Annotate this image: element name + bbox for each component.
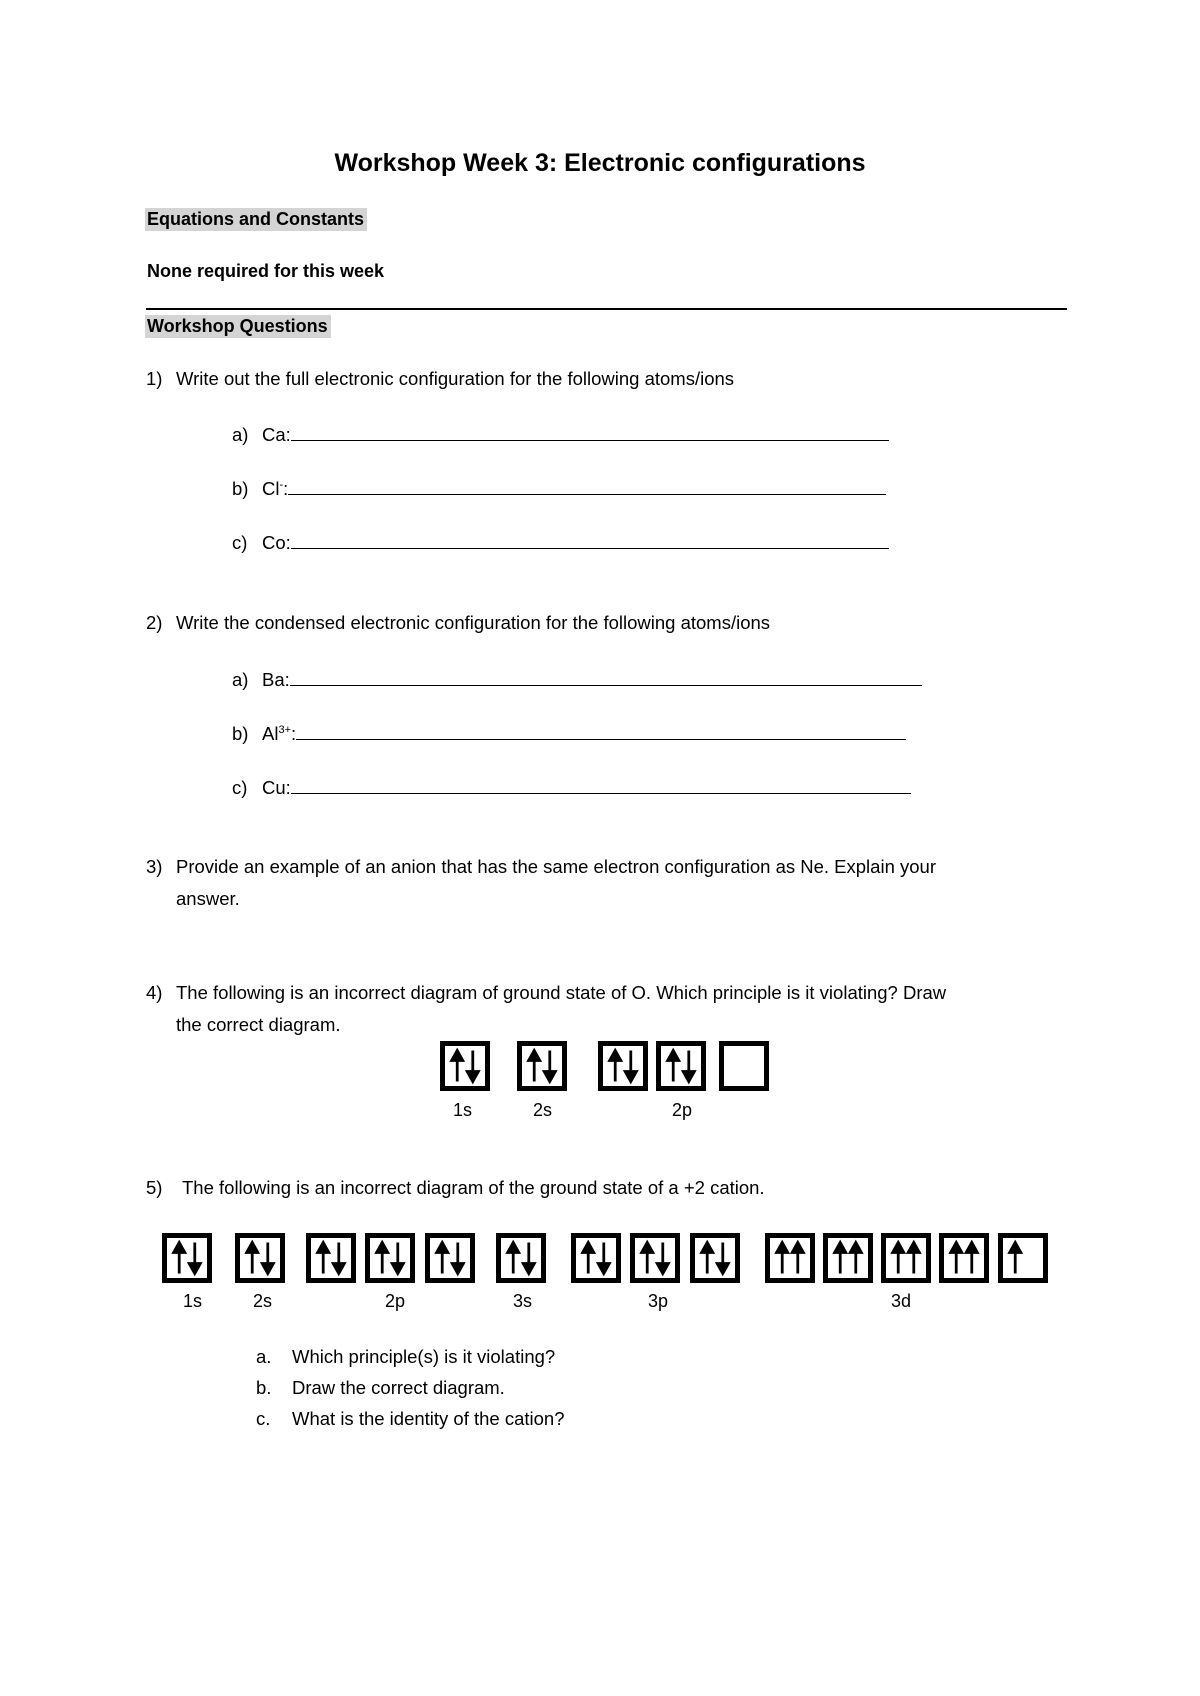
spin-up-arrow-icon (1010, 1242, 1021, 1273)
orbital-box (571, 1233, 621, 1283)
orbital-label: 1s (183, 1291, 203, 1311)
orbital-label: 3p (648, 1291, 669, 1311)
spin-up-arrow-icon (850, 1242, 861, 1273)
orbital-box (656, 1041, 706, 1091)
orbital-box (440, 1041, 490, 1091)
orbital-box (425, 1233, 475, 1283)
question-4: 4) The following is an incorrect diagram of ground state of O. Which principle is it violating? Draw (146, 982, 947, 1003)
q1-item-a: a) Ca: (232, 421, 889, 447)
spin-up-arrow-icon (702, 1242, 713, 1273)
q1-item-b: b) Cl-: (232, 475, 886, 501)
spin-up-arrow-icon (452, 1050, 463, 1081)
answer-line[interactable] (291, 529, 889, 549)
orbital-box (630, 1233, 680, 1283)
spin-down-arrow-icon (657, 1242, 668, 1273)
orbital-box (162, 1233, 212, 1283)
answer-line[interactable] (291, 774, 911, 794)
page-title: Workshop Week 3: Electronic configurations (334, 149, 866, 177)
spin-up-arrow-icon (437, 1242, 448, 1273)
orbital-box (881, 1233, 931, 1283)
q5-sub-c: c. What is the identity of the cation? (256, 1408, 565, 1429)
spin-up-arrow-icon (583, 1242, 594, 1273)
spin-down-arrow-icon (544, 1050, 555, 1081)
spin-down-arrow-icon (625, 1050, 636, 1081)
spin-down-arrow-icon (452, 1242, 463, 1273)
orbital-label: 3d (891, 1291, 912, 1311)
orbital-box (306, 1233, 356, 1283)
q2-item-b: b) $Al^{3+}$: (232, 720, 906, 746)
answer-line[interactable] (290, 666, 922, 686)
spin-up-arrow-icon (777, 1242, 788, 1273)
orbital-label: 2p (385, 1291, 406, 1311)
spin-down-arrow-icon (333, 1242, 344, 1273)
q2-item-a: a) Ba: (232, 666, 922, 692)
spin-up-arrow-icon (508, 1242, 519, 1273)
orbital-box (765, 1233, 815, 1283)
spin-down-arrow-icon (683, 1050, 694, 1081)
orbital-box (998, 1233, 1048, 1283)
orbital-box (598, 1041, 648, 1091)
spin-up-arrow-icon (247, 1242, 258, 1273)
spin-up-arrow-icon (174, 1242, 185, 1273)
spin-up-arrow-icon (529, 1050, 540, 1081)
spin-down-arrow-icon (523, 1242, 534, 1273)
equations-heading: Equations and Constants (145, 207, 367, 231)
orbital-box (496, 1233, 546, 1283)
question-3-cont: answer. (176, 888, 240, 909)
equations-note: None required for this week (147, 261, 385, 281)
spin-up-arrow-icon (792, 1242, 803, 1273)
spin-up-arrow-icon (610, 1050, 621, 1081)
question-2: 2) Write the condensed electronic configuration for the following atoms/ions (146, 612, 771, 633)
spin-up-arrow-icon (908, 1242, 919, 1273)
question-1: 1) Write out the full electronic configuration for the following atoms/ions (146, 368, 735, 389)
spin-down-arrow-icon (598, 1242, 609, 1273)
answer-line[interactable] (291, 421, 889, 441)
section-divider (146, 308, 1067, 310)
questions-heading: Workshop Questions (145, 314, 331, 338)
q5-sub-a: a. Which principle(s) is it violating? (256, 1346, 556, 1367)
q5-sub-b: b. Draw the correct diagram. (256, 1377, 505, 1398)
spin-up-arrow-icon (668, 1050, 679, 1081)
orbital-box (690, 1233, 740, 1283)
spin-down-arrow-icon (262, 1242, 273, 1273)
orbital-box (365, 1233, 415, 1283)
spin-down-arrow-icon (717, 1242, 728, 1273)
question-4-cont: the correct diagram. (176, 1014, 341, 1035)
spin-up-arrow-icon (966, 1242, 977, 1273)
orbital-label: 1s (453, 1100, 473, 1120)
orbital-box (823, 1233, 873, 1283)
answer-line[interactable] (288, 475, 886, 495)
orbital-label: 3s (513, 1291, 533, 1311)
question-5: 5) The following is an incorrect diagram of the ground state of a +2 cation. (146, 1177, 765, 1198)
answer-line[interactable] (296, 720, 906, 740)
orbital-box (719, 1041, 769, 1091)
spin-down-arrow-icon (189, 1242, 200, 1273)
orbital-box (939, 1233, 989, 1283)
q2-item-c: c) Cu: (232, 774, 911, 800)
spin-up-arrow-icon (642, 1242, 653, 1273)
q1-item-c: c) Co: (232, 529, 889, 555)
spin-up-arrow-icon (835, 1242, 846, 1273)
question-3: 3) Provide an example of an anion that has the same electron configuration as Ne. Explain your (146, 856, 936, 877)
spin-up-arrow-icon (318, 1242, 329, 1273)
orbital-box (517, 1041, 567, 1091)
spin-down-arrow-icon (467, 1050, 478, 1081)
spin-up-arrow-icon (951, 1242, 962, 1273)
orbital-label: 2s (253, 1291, 273, 1311)
spin-down-arrow-icon (392, 1242, 403, 1273)
spin-up-arrow-icon (893, 1242, 904, 1273)
spin-up-arrow-icon (377, 1242, 388, 1273)
orbital-label: 2p (672, 1100, 693, 1120)
orbital-box (235, 1233, 285, 1283)
orbital-label: 2s (533, 1100, 553, 1120)
